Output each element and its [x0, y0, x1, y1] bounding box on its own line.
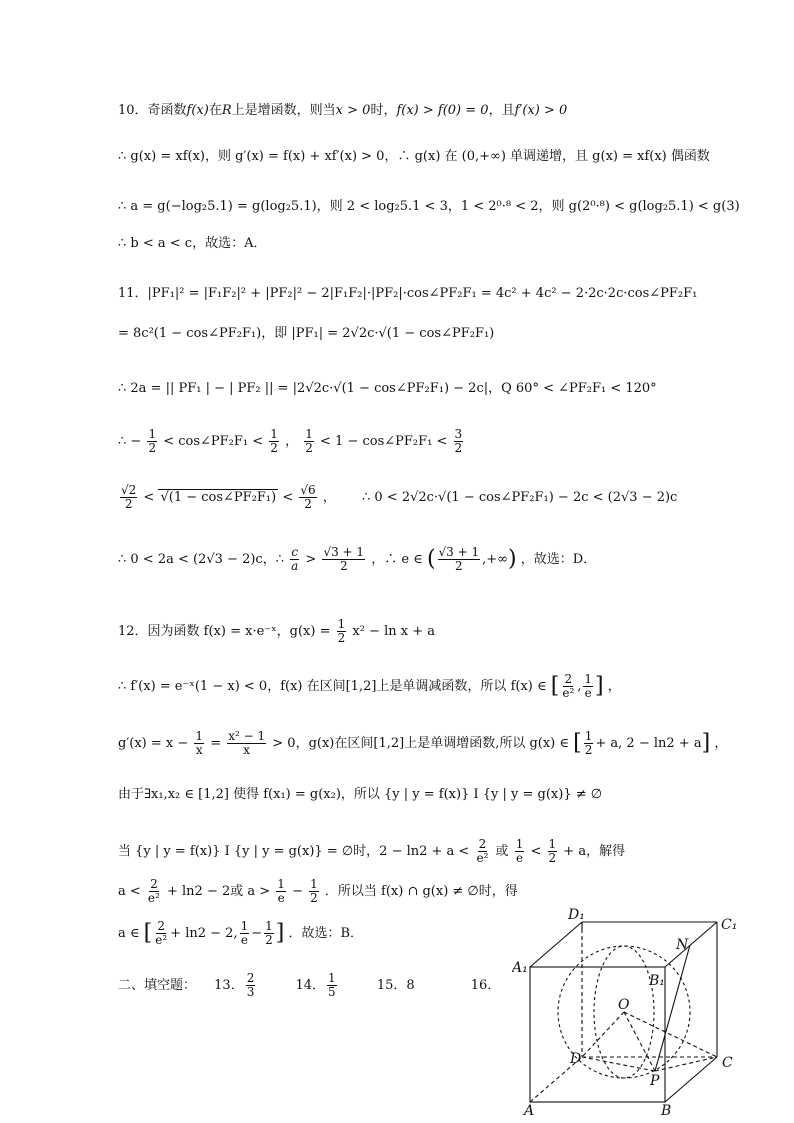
q11-line4: ∴ − $\frac{1}{2}$ < cos∠PF₂F₁ < $\frac{1}{2}$ ， $\frac{1}{2}$ < 1 − cos∠PF₂F₁ < $\frac{3}{2}$: [118, 427, 463, 456]
label-A1: A₁: [512, 960, 528, 976]
q10-line3: ∴ a = g(−log₂5.1) = g(log₂5.1)，则 2 < log₂5.1 < 3，1 < 2⁰·⁸ < 2，则 g(2⁰·⁸) < g(log₂5.1) < g(3): [118, 199, 740, 214]
fraction-sqrt6-over-2: $\frac{√6}{2}$: [300, 483, 316, 512]
fraction-half: $\frac{1}{2}$: [270, 427, 278, 456]
fraction-c-over-a: $\frac{c}{a}$: [291, 545, 299, 574]
label-D1: D₁: [568, 907, 585, 923]
q12-line1: 12．因为函数 f(x) = x·e⁻ˣ，g(x) = $\frac{1}{2}$ x² − ln x + a: [118, 617, 436, 646]
q12-line2: ∴ f′(x) = e⁻ˣ(1 − x) < 0，f(x) 在区间[1,2]上是单调减函数，所以 f(x) ∈ [ $\frac{2}{\text{e²}}$ , $\frac{1}{e}$ ] ，: [118, 672, 621, 701]
q10-line2: ∴ g(x) = xf(x)，则 g′(x) = f(x) + xf′(x) > 0，∴ g(x) 在 (0,+∞) 单调递增，且 g(x) = xf(x) 偶函数: [118, 149, 710, 164]
fill-title: 二、填空题：: [118, 978, 197, 994]
q10-line4: ∴ b < a < c，故选：A．: [118, 236, 267, 251]
label-C: C: [722, 1055, 733, 1071]
q12-line4: 由于∃x₁,x₂ ∈ [1,2] 使得 f(x₁) = g(x₂)，所以 {y | y = f(x)} I {y | y = g(x)} ≠ ∅: [118, 787, 603, 802]
label-P: P: [650, 1073, 660, 1089]
answer-16-label: 16．: [470, 978, 501, 994]
label-N: N: [676, 937, 689, 953]
label-B: B: [661, 1103, 672, 1117]
fraction-half: $\frac{1}{2}$: [305, 427, 313, 456]
q11-line6: ∴ 0 < 2a < (2√3 − 2)c，∴ $\frac{c}{a}$ > $\frac{√3 + 1}{2}$ ，∴ e ∈ ( $\frac{√3 + 1}{2}$ ,+∞) ，故选：D．: [118, 545, 597, 574]
fraction-three-halves: $\frac{3}{2}$: [454, 427, 463, 456]
cube-sphere-figure: [512, 905, 752, 1117]
label-O: O: [618, 997, 630, 1013]
label-C1: C₁: [721, 917, 738, 933]
fraction-half: $\frac{1}{2}$: [148, 427, 157, 456]
label-B1: B₁: [649, 973, 665, 989]
label-D: D: [570, 1051, 582, 1067]
answer-14: $\frac{1}{5}$: [328, 971, 336, 1000]
fill-answers: 二、填空题： 13． $\frac{2}{3}$ 14． $\frac{1}{5}$ 15．8 16．: [118, 971, 501, 1000]
q12-line3: g′(x) = x − $\frac{1}{x}$ = $\frac{\text{x² − 1}}{x}$ > 0，g(x)在区间[1,2]上是单调增函数,所以 g(x) ∈ [ $\frac{1}{2}$ + a, 2 − ln2 + a] ，: [118, 729, 728, 758]
answer-13: $\frac{2}{3}$: [246, 971, 255, 1000]
q11-line5: $\frac{√2}{2}$ < √(1 − cos∠PF₂F₁) < $\frac{√6}{2}$ ， ∴ 0 < 2√2c·√(1 − cos∠PF₂F₁) − 2c < (2√3 − 2)c: [121, 483, 678, 512]
q12-line5: 当 {y | y = f(x)} I {y | y = g(x)} = ∅时，2 − ln2 + a < $\frac{2}{\text{e²}}$ 或 $\frac{1}{e}$ < $\frac{1}{2}$ + a，解得: [118, 837, 626, 866]
q12-line7: a ∈ [ $\frac{2}{\text{e²}}$ + ln2 − 2, $\frac{1}{e}$ − $\frac{1}{2}$ ] ．故选：B．: [118, 919, 364, 948]
q11-line2: = 8c²(1 − cos∠PF₂F₁)，即 |PF₁| = 2√2c·√(1 − cos∠PF₂F₁): [118, 326, 495, 341]
label-A: A: [524, 1103, 535, 1117]
q10-line1: 10．奇函数f(x)在R上是增函数，则当x > 0时，f(x) > f(0) = 0，且f′(x) > 0: [118, 103, 568, 118]
q12-line6: a < $\frac{2}{\text{e²}}$ + ln2 − 2或 a > $\frac{1}{e}$ − $\frac{1}{2}$ ．所以当 f(x) ∩ g(x) ≠ ∅时，得: [118, 877, 518, 906]
answer-15: 15．8: [376, 978, 415, 994]
fraction-sqrt2-over-2: $\frac{√2}{2}$: [121, 483, 137, 512]
q11-line3: ∴ 2a = || PF₁ | − | PF₂ || = |2√2c·√(1 − cos∠PF₂F₁) − 2c|，Q 60° < ∠PF₂F₁ < 120°: [118, 381, 657, 396]
q11-line1: 11．|PF₁|² = |F₁F₂|² + |PF₂|² − 2|F₁F₂|·|PF₂|·cos∠PF₂F₁ = 4c² + 4c² − 2·2c·2c·cos∠PF₂F₁: [118, 286, 698, 301]
fraction-sqrt3p1-over-2: $\frac{√3 + 1}{2}$: [323, 545, 365, 574]
